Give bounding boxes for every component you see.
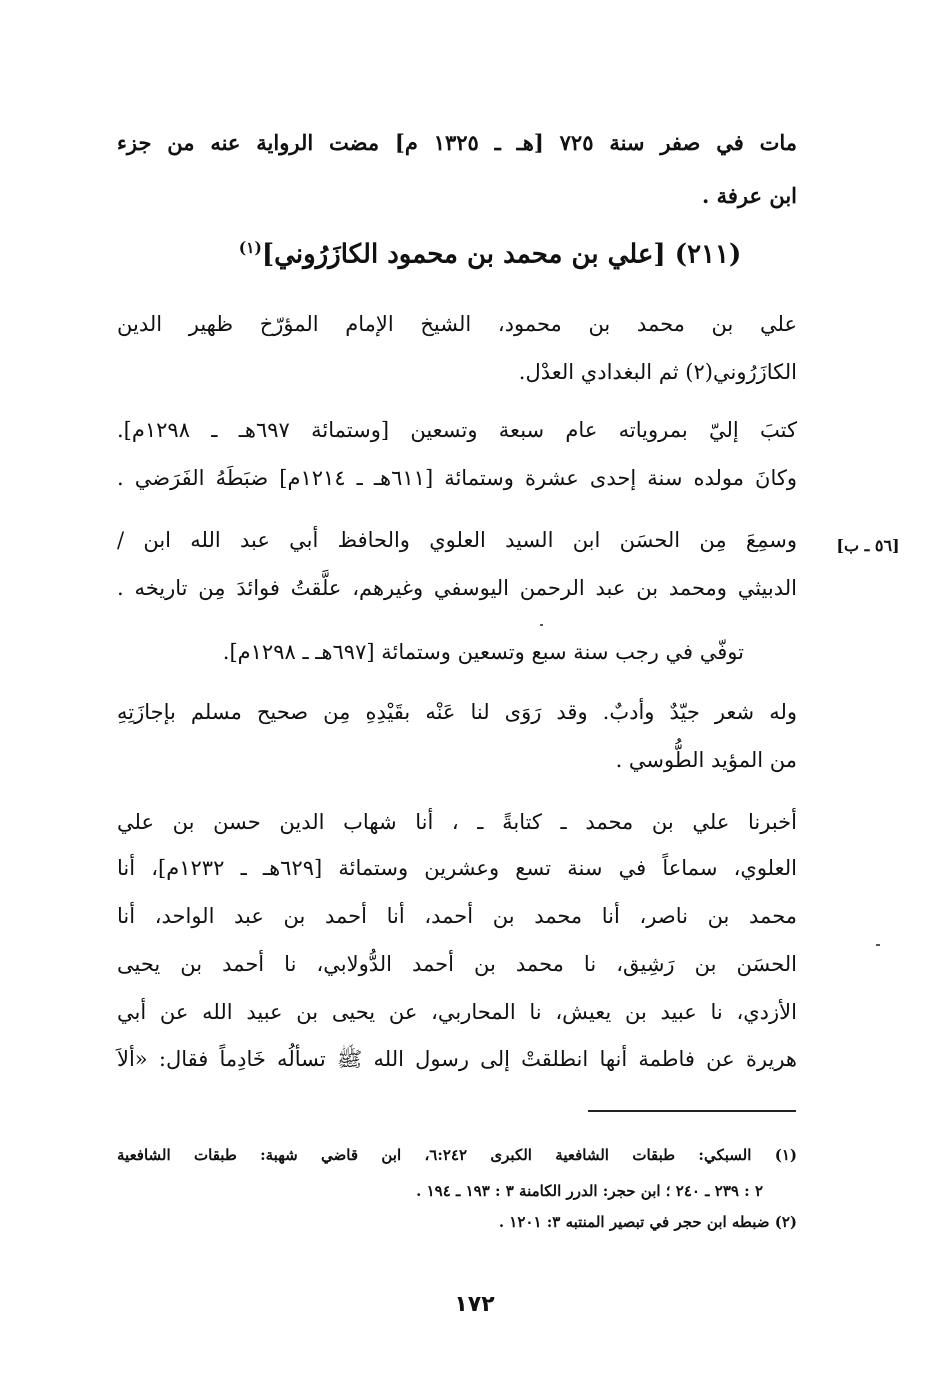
paragraph-3-line-1: وسمِعَ مِن الحسَن ابن السيد العلوي والحافظ أبي عبد الله ابن / <box>117 528 797 552</box>
intro-line-1: مات في صفر سنة ٧٢٥ [هـ ـ ١٣٢٥ م] مضت الرواية عنه من جزء <box>117 130 797 155</box>
entry-heading-text: (٢١١) [علي بن محمد بن محمود الكازَرُوني] <box>261 239 742 270</box>
intro-line-2: ابن عرفة . <box>701 183 797 208</box>
footnote-1-line-1: (١) السبكي: طبقات الشافعية الكبرى ٦:٢٤٢، ابن قاضي شهبة: طبقات الشافعية <box>117 1146 797 1164</box>
footnote-separator <box>588 1110 796 1112</box>
paragraph-3-line-2: الدبيثي ومحمد بن عبد الرحمن اليوسفي وغيرهم، علَّقتُ فوائدَ مِن تاريخه . <box>117 576 797 600</box>
footnote-1-line-2: ٢ : ٢٣٩ ـ ٢٤٠ ؛ ابن حجر: الدرر الكامنة ٣ : ١٩٣ ـ ١٩٤ . <box>416 1182 763 1200</box>
paragraph-2-line-2: وكانَ مولده سنة إحدى عشرة وستمائة [٦١١هـ ـ ١٢١٤م] ضبَطَهُ الفَرَضي . <box>117 466 798 490</box>
paragraph-4-line-1: توفّي في رجب سنة سبع وتسعين وستمائة [٦٩٧هـ ـ ١٢٩٨م]. <box>222 640 744 664</box>
paragraph-6-line-4: الحسَن بن رَشِيق، نا محمد بن أحمد الدُّولابي، نا أحمد بن يحيى <box>117 952 797 976</box>
paragraph-6-line-6: هريرة عن فاطمة أنها انطلقتْ إلى رسول الله ﷺ تسألُه خَادِماً فقال: «ألاَ <box>117 1047 797 1071</box>
paragraph-6-line-2: العلوي، سماعاً في سنة تسع وعشرين وستمائة [٦٢٩هـ ـ ١٢٣٢م]، أنا <box>117 856 797 880</box>
scan-speck <box>876 944 880 946</box>
page-number: ١٧٢ <box>454 1292 495 1317</box>
paragraph-6-line-5: الأزدي، نا عبيد بن يعيش، نا المحاربي، عن يحيى بن عبيد الله عن أبي <box>117 1000 797 1024</box>
footnote-ref-1: (١) <box>238 238 262 257</box>
scan-speck <box>540 624 543 626</box>
entry-heading <box>150 238 830 270</box>
paragraph-6-line-1: أخبرنا علي بن محمد ـ كتابةً ـ ، أنا شهاب الدين حسن بن علي <box>117 810 797 834</box>
paragraph-6-line-3: محمد بن ناصر، أنا محمد بن أحمد، أنا أحمد بن عبد الواحد، أنا <box>117 904 797 928</box>
paragraph-5-line-1: وله شعر جيّدٌ وأدبٌ. وقد رَوَى لنا عَنْه بقَيْدِهِ مِن صحيح مسلم بإجازَتِهِ <box>117 700 797 724</box>
paragraph-5-line-2: من المؤيد الطُّوسي . <box>615 748 797 772</box>
paragraph-1-line-2: الكازَرُوني(٢) ثم البغدادي العدْل. <box>518 360 797 384</box>
margin-folio-note: [٥٦ ـ ب] <box>836 536 900 555</box>
paragraph-2-line-1: كتبَ إليّ بمروياته عام سبعة وتسعين [وستمائة ٦٩٧هـ ـ ١٢٩٨م]. <box>117 418 797 442</box>
paragraph-1-line-1: علي بن محمد بن محمود، الشيخ الإمام المؤرّخ ظهير الدين <box>117 312 797 336</box>
footnote-2: (٢) ضبطه ابن حجر في تبصير المنتبه ٣: ١٢٠١ . <box>498 1213 797 1231</box>
